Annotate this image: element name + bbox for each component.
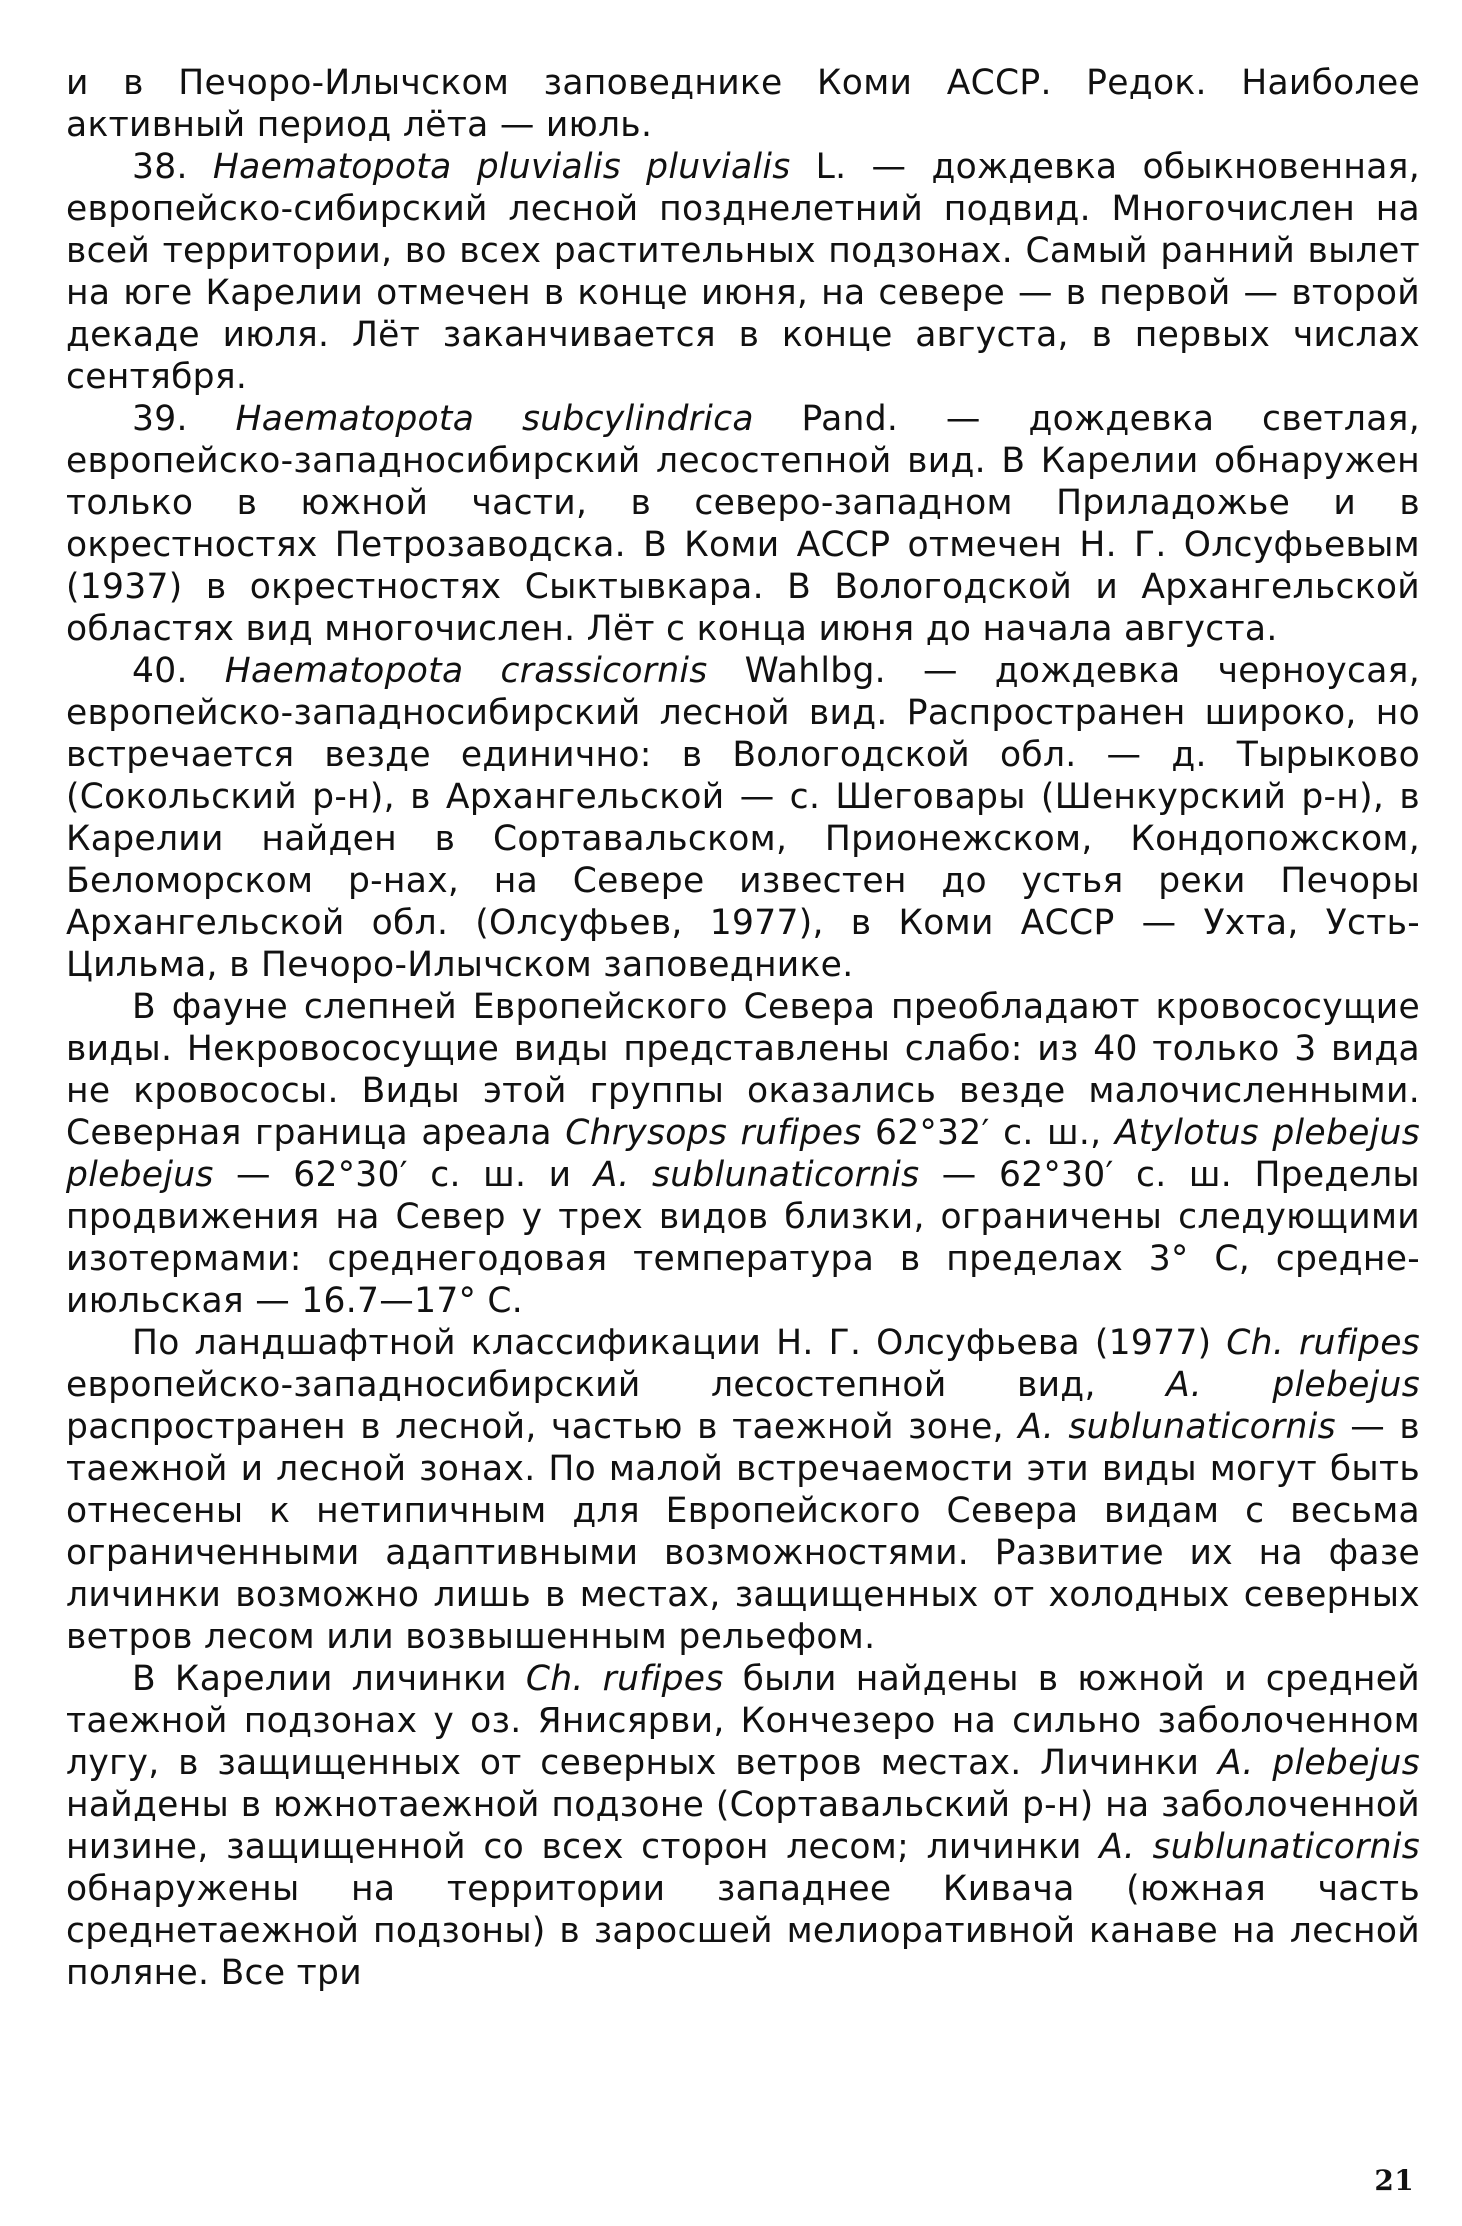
body-text — [66, 62, 1420, 1994]
italic-text: Chrysops rufipes — [565, 1113, 862, 1153]
text-segment: 38. — [132, 147, 213, 187]
italic-text: Haematopota crassicornis — [224, 651, 708, 691]
italic-text: Haematopota pluvialis pluvialis — [212, 147, 791, 187]
text-segment: Pand. — дождевка светлая, европейско-западносибирский лесостепной вид. В Карелии обнаружен только в южной части, в северо-западном Приладожье и в окрестностях Петрозаводска. В Коми АССР отмечен Н. Г. Олсуфьевым (1937) в окрестностях Сыктывкара. В Вологодской и Архангельской областях вид многочислен. Лёт с конца июня до начала августа. — [66, 399, 1420, 649]
text-segment: В Карелии личинки — [132, 1659, 526, 1699]
text-segment: — 62°30′ с. ш. и — [213, 1155, 594, 1195]
text-segment: — 62°30′ с. ш. Пределы продвижения на Север у трех видов близки, ограничены следующими изотермами: среднегодовая температура в пределах 3° С, средне-июльская — 16.7—17° С. — [66, 1155, 1420, 1321]
paragraph — [66, 146, 1420, 398]
paragraph — [66, 1658, 1420, 1994]
text-segment: Wahlbg. — дождевка черноусая, европейско-западносибирский лесной вид. Распространен широко, но встречается везде единично: в Вологодской обл. — д. Тырыково (Сокольский р-н), в Архангельской — с. Шеговары (Шенкурский р-н), в Карелии найден в Сортавальском, Прионежском, Кондопожском, Беломорском р-нах, на Севере известен до устья реки Печоры Архангельской обл. (Олсуфьев, 1977), в Коми АССР — Ухта, Усть-Цильма, в Печоро-Илычском заповеднике. — [66, 651, 1420, 985]
italic-text: Ch. rufipes — [525, 1659, 724, 1699]
paragraph — [66, 62, 1420, 146]
text-segment: распространен в лесной, частью в таежной зоне, — [66, 1407, 1019, 1447]
text-segment: По ландшафтной классификации Н. Г. Олсуфьева (1977) — [132, 1323, 1227, 1363]
italic-text: A. sublunaticornis — [1099, 1827, 1421, 1867]
text-segment: европейско-западносибирский лесостепной вид, — [66, 1365, 1167, 1405]
text-segment: В фауне слепней Европейского Севера преобладают кровососущие виды. Некровососущие виды представлены слабо: из 40 только 3 вида не кровососы. Виды этой группы оказались везде малочисленными. Северная граница ареала — [66, 987, 1420, 1153]
italic-text: A. plebejus — [1217, 1743, 1420, 1783]
italic-text: Ch. rufipes — [1226, 1323, 1420, 1363]
paragraph — [66, 398, 1420, 650]
text-segment: 62°32′ с. ш., — [861, 1113, 1115, 1153]
italic-text: A. sublunaticornis — [593, 1155, 920, 1195]
text-segment: найдены в южнотаежной подзоне (Сортавальский р-н) на заболоченной низине, защищенной со всех сторон лесом; личинки — [66, 1785, 1420, 1867]
paragraph — [66, 986, 1420, 1322]
text-segment: были найдены в южной и средней таежной подзонах у оз. Янисярви, Кончезеро на сильно заболоченном лугу, в защищенных от северных ветров местах. Личинки — [66, 1659, 1421, 1783]
paragraph — [66, 1322, 1420, 1658]
text-segment: — в таежной и лесной зонах. По малой встречаемости эти виды могут быть отнесены к нетипичным для Европейского Севера видам с весьма ограниченными адаптивными возможностями. Развитие их на фазе личинки возможно лишь в местах, защищенных от холодных северных ветров лесом или возвышенным рельефом. — [66, 1407, 1421, 1657]
text-segment: обнаружены на территории западнее Кивача (южная часть среднетаежной подзоны) в заросшей мелиоративной канаве на лесной поляне. Все три — [66, 1869, 1420, 1993]
italic-text: Haematopota subcylindrica — [235, 399, 754, 439]
text-segment: и в Печоро-Илычском заповеднике Коми АССР. Редок. Наиболее активный период лёта — июль. — [66, 63, 1420, 145]
italic-text: A. plebejus — [1166, 1365, 1420, 1405]
text-segment: 40. — [132, 651, 225, 691]
text-segment: L. — дождевка обыкновенная, европейско-сибирский лесной позднелетний подвид. Многочислен на всей территории, во всех растительных подзонах. Самый ранний вылет на юге Карелии отмечен в конце июня, на севере — в первой — второй декаде июля. Лёт заканчивается в конце августа, в первых числах сентября. — [66, 147, 1420, 397]
italic-text: A. sublunaticornis — [1018, 1407, 1336, 1447]
paragraph — [66, 650, 1420, 986]
text-segment: 39. — [132, 399, 236, 439]
italic-text: Atylotus plebejus plebejus — [66, 1113, 1420, 1195]
page-number: 21 — [1374, 2164, 1414, 2197]
